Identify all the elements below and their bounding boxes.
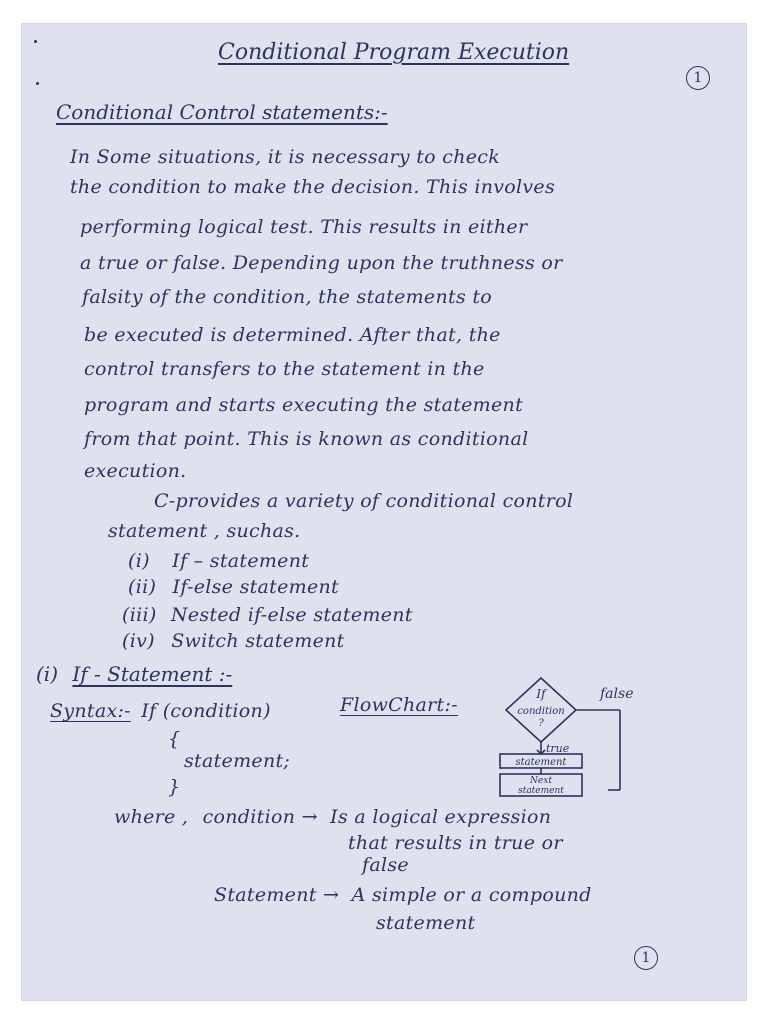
list-item-text: If – statement: [172, 550, 310, 572]
condition-term: condition →: [202, 806, 318, 828]
paragraph-line: program and starts executing the statement: [84, 394, 524, 416]
paragraph-line: execution.: [84, 460, 187, 482]
statement-definition: statement: [376, 912, 476, 934]
list-item-text: Switch statement: [171, 630, 345, 652]
syntax-label: Syntax:-: [50, 700, 131, 722]
intro-line: statement , suchas.: [108, 520, 301, 542]
list-item-text: Nested if-else statement: [170, 604, 413, 626]
notebook-page: [22, 24, 746, 1000]
condition-definition: Is a logical expression: [330, 806, 552, 828]
list-item-number: (i): [128, 550, 150, 572]
page-number-text: 1: [693, 70, 703, 86]
statement-term-line: [214, 884, 592, 906]
page-title: Conditional Program Execution: [218, 40, 570, 65]
list-item: [122, 604, 413, 626]
statement-definition: A simple or a compound: [351, 884, 592, 906]
decision-if-text: If: [536, 687, 546, 701]
condition-definition: that results in true or: [348, 832, 563, 854]
list-item-number: (iii): [122, 604, 157, 626]
false-label: false: [600, 686, 634, 702]
true-label: true: [546, 742, 570, 755]
paragraph-line: In Some situations, it is necessary to check: [70, 146, 501, 168]
paragraph-line: performing logical test. This results in either: [80, 216, 528, 238]
next-statement-line1: Next: [530, 776, 552, 786]
syntax-header: [50, 700, 271, 722]
syntax-close-brace: }: [168, 776, 181, 798]
condition-definition: false: [362, 854, 409, 876]
next-statement-line2: statement: [518, 786, 564, 796]
paper-dot: [34, 40, 37, 43]
paragraph-line: the condition to make the decision. This involves: [70, 176, 556, 198]
where-word: where ,: [114, 806, 189, 828]
paragraph-line: falsity of the condition, the statements to: [82, 286, 493, 308]
list-item: [122, 630, 345, 652]
syntax-open-brace: {: [168, 728, 181, 750]
paragraph-line: a true or false. Depending upon the truthness or: [80, 252, 563, 274]
where-line: [114, 806, 551, 828]
flowchart-diagram: [484, 670, 684, 800]
subheading-text: If - Statement :-: [72, 662, 233, 686]
decision-condition-text: condition: [517, 706, 565, 717]
paragraph-line: be executed is determined. After that, the: [84, 324, 501, 346]
statement-box-text: statement: [515, 757, 567, 768]
statement-term: Statement →: [214, 884, 340, 906]
subheading-number: (i): [36, 662, 59, 686]
decision-question-text: ?: [538, 718, 544, 729]
paragraph-line: from that point. This is known as conditional: [84, 428, 529, 450]
list-item-text: If-else statement: [172, 576, 339, 598]
bottom-page-number-badge: [634, 946, 658, 970]
list-item: [128, 550, 309, 572]
syntax-body: statement;: [184, 750, 291, 772]
intro-line: C-provides a variety of conditional control: [154, 490, 574, 512]
paper-dot: [36, 82, 39, 85]
list-item-number: (ii): [128, 576, 157, 598]
bottom-page-number-text: 1: [641, 950, 651, 966]
list-item: [128, 576, 339, 598]
syntax-condition: If (condition): [141, 700, 271, 722]
page-number-badge: [686, 66, 710, 90]
subheading: [36, 662, 232, 686]
list-item-number: (iv): [122, 630, 155, 652]
paragraph-line: control transfers to the statement in the: [84, 358, 485, 380]
flowchart-label: FlowChart:-: [340, 694, 458, 716]
section-heading: Conditional Control statements:-: [56, 100, 388, 124]
